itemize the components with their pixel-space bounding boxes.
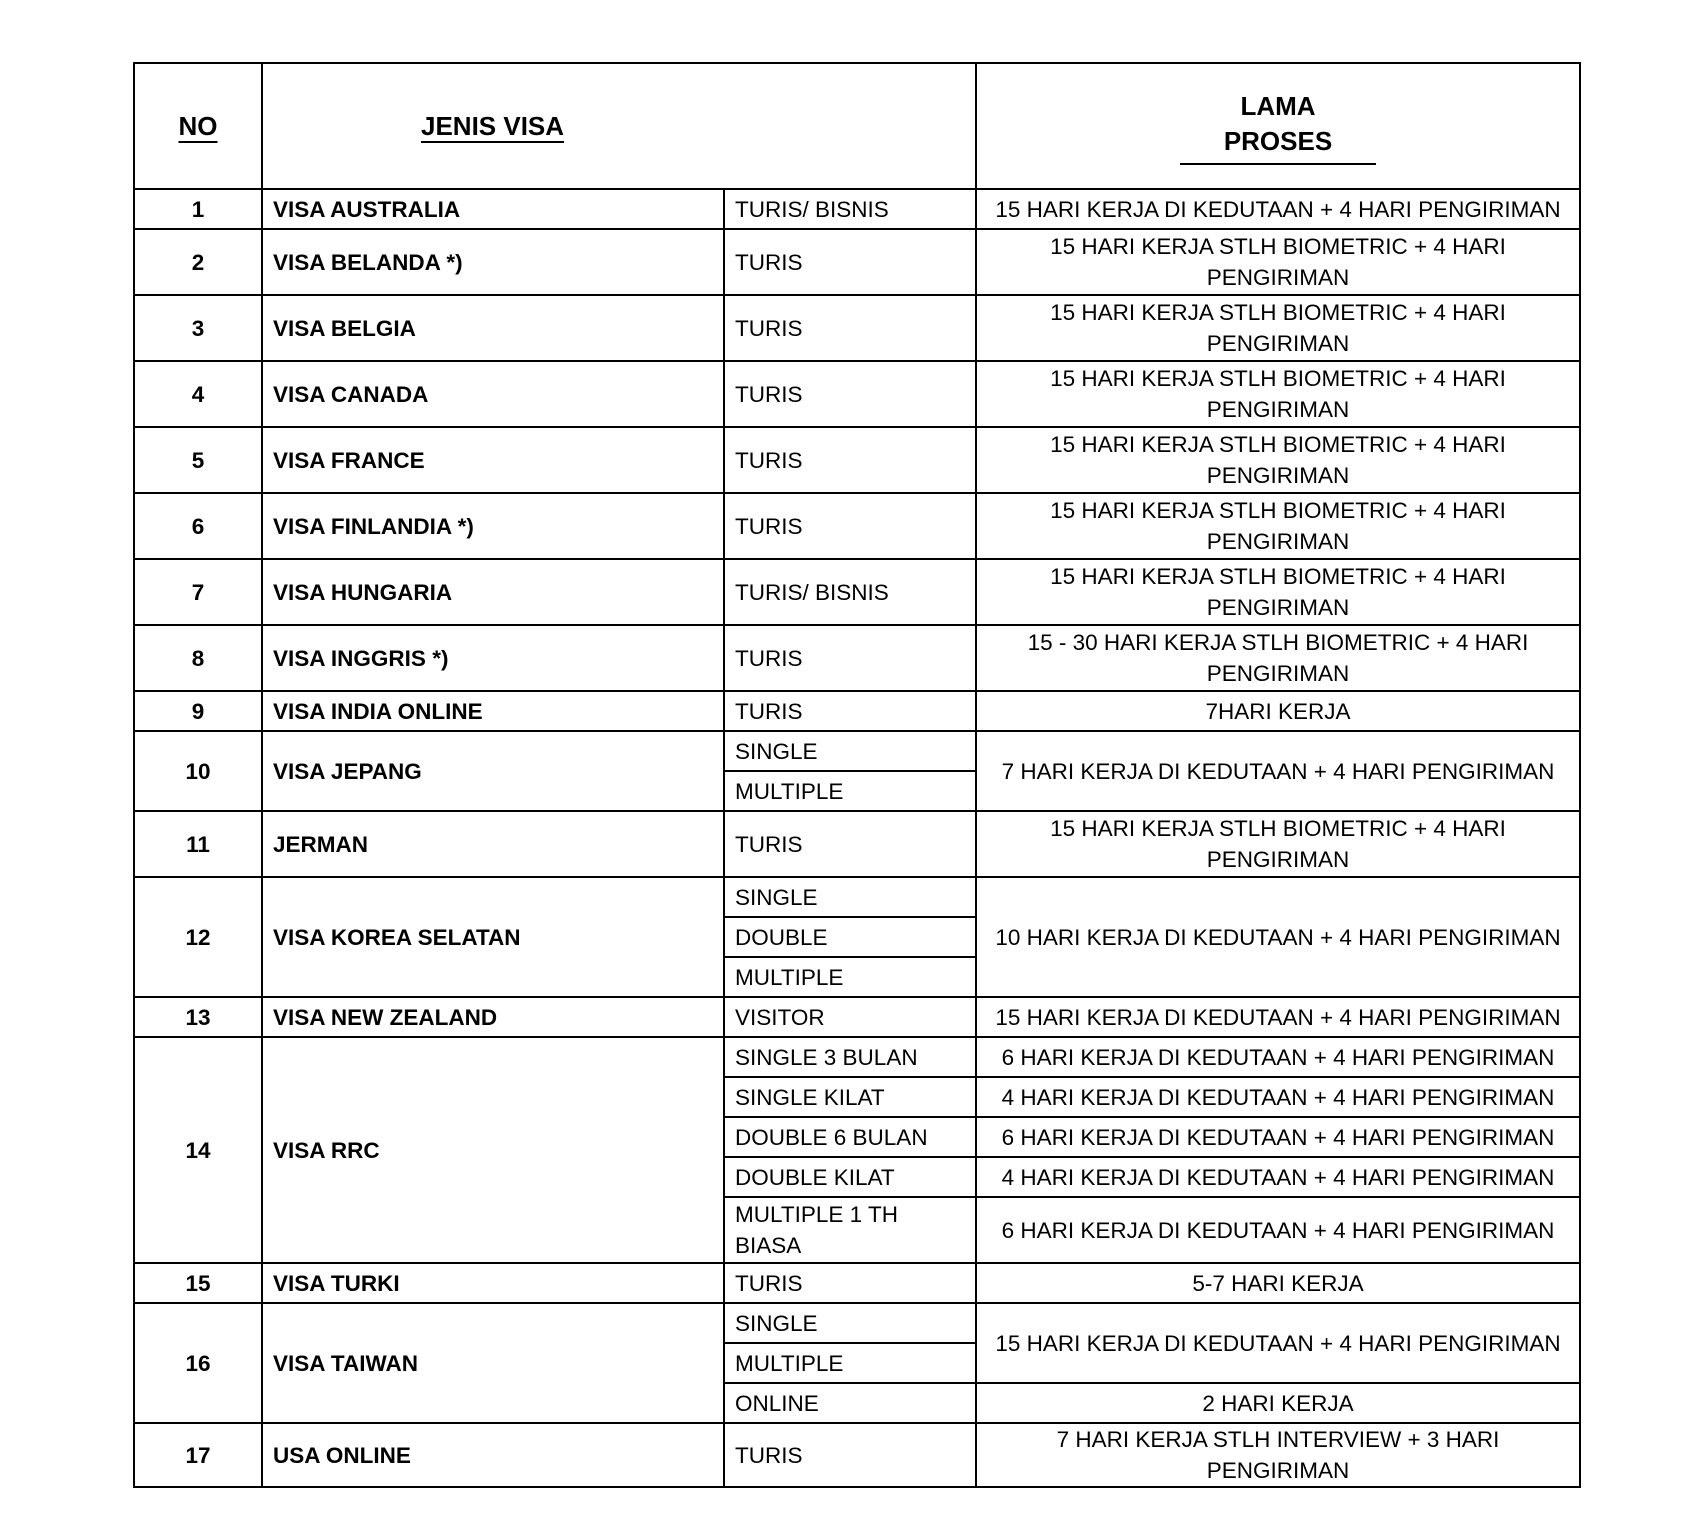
row-duration: 7 HARI KERJA DI KEDUTAAN + 4 HARI PENGIRIMAN [976,731,1580,811]
table-row [134,1423,1580,1487]
row-duration: 15 HARI KERJA DI KEDUTAAN + 4 HARI PENGIRIMAN [976,997,1580,1037]
row-visa-name: VISA INDIA ONLINE [262,691,724,731]
row-no: 8 [134,625,262,691]
row-visa-name: VISA BELANDA *) [262,229,724,295]
row-duration: 7 HARI KERJA STLH INTERVIEW + 3 HARI PENGIRIMAN [976,1423,1580,1487]
row-duration: 15 HARI KERJA STLH BIOMETRIC + 4 HARI PENGIRIMAN [976,559,1580,625]
row-no: 3 [134,295,262,361]
row-visa-type: VISITOR [724,997,976,1037]
row-visa-name: VISA TAIWAN [262,1303,724,1423]
table-row [134,1303,1580,1343]
row-visa-type: MULTIPLE 1 TH BIASA [724,1197,976,1263]
table-row [134,493,1580,559]
table-row [134,295,1580,361]
row-visa-name: VISA NEW ZEALAND [262,997,724,1037]
row-visa-type: TURIS [724,625,976,691]
row-visa-name: VISA BELGIA [262,295,724,361]
header-no: NO [134,63,262,189]
row-duration: 5-7 HARI KERJA [976,1263,1580,1303]
row-visa-type: DOUBLE KILAT [724,1157,976,1197]
row-visa-type: SINGLE [724,731,976,771]
row-visa-name: VISA TURKI [262,1263,724,1303]
row-visa-type: TURIS [724,427,976,493]
row-duration: 15 HARI KERJA STLH BIOMETRIC + 4 HARI PENGIRIMAN [976,427,1580,493]
row-duration: 2 HARI KERJA [976,1383,1580,1423]
row-visa-type: SINGLE [724,877,976,917]
table-row [134,811,1580,877]
row-visa-type: TURIS [724,295,976,361]
row-visa-name: VISA HUNGARIA [262,559,724,625]
row-visa-type: TURIS/ BISNIS [724,189,976,229]
table-row [134,229,1580,295]
row-visa-type: SINGLE 3 BULAN [724,1037,976,1077]
row-visa-type: ONLINE [724,1383,976,1423]
row-duration: 15 HARI KERJA STLH BIOMETRIC + 4 HARI PENGIRIMAN [976,229,1580,295]
row-visa-name: VISA KOREA SELATAN [262,877,724,997]
row-no: 5 [134,427,262,493]
row-visa-name: VISA RRC [262,1037,724,1263]
row-no: 13 [134,997,262,1037]
table-row [134,361,1580,427]
row-visa-name: JERMAN [262,811,724,877]
row-visa-type: TURIS [724,811,976,877]
row-no: 16 [134,1303,262,1423]
header-lama-line2: PROSES [1180,125,1376,165]
table-row [134,691,1580,731]
row-duration: 15 HARI KERJA STLH BIOMETRIC + 4 HARI PENGIRIMAN [976,361,1580,427]
row-duration: 6 HARI KERJA DI KEDUTAAN + 4 HARI PENGIRIMAN [976,1117,1580,1157]
row-duration: 15 - 30 HARI KERJA STLH BIOMETRIC + 4 HARI PENGIRIMAN [976,625,1580,691]
table-row [134,189,1580,229]
row-duration: 4 HARI KERJA DI KEDUTAAN + 4 HARI PENGIRIMAN [976,1157,1580,1197]
row-duration: 15 HARI KERJA DI KEDUTAAN + 4 HARI PENGIRIMAN [976,1303,1580,1383]
row-duration: 15 HARI KERJA DI KEDUTAAN + 4 HARI PENGIRIMAN [976,189,1580,229]
header-jenis-visa: JENIS VISA [262,63,976,189]
table-row [134,1037,1580,1077]
row-no: 15 [134,1263,262,1303]
row-no: 6 [134,493,262,559]
row-no: 12 [134,877,262,997]
row-no: 11 [134,811,262,877]
row-duration: 10 HARI KERJA DI KEDUTAAN + 4 HARI PENGIRIMAN [976,877,1580,997]
row-visa-type: DOUBLE [724,917,976,957]
row-visa-name: VISA INGGRIS *) [262,625,724,691]
row-visa-type: TURIS [724,493,976,559]
row-visa-type: TURIS [724,361,976,427]
table-row [134,1263,1580,1303]
row-duration: 7HARI KERJA [976,691,1580,731]
row-visa-type: SINGLE KILAT [724,1077,976,1117]
row-visa-type: MULTIPLE [724,1343,976,1383]
header-lama-proses [976,63,1580,189]
row-visa-name: VISA AUSTRALIA [262,189,724,229]
row-visa-type: TURIS [724,691,976,731]
row-duration: 6 HARI KERJA DI KEDUTAAN + 4 HARI PENGIRIMAN [976,1197,1580,1263]
table-row [134,877,1580,917]
row-visa-type: MULTIPLE [724,771,976,811]
row-no: 1 [134,189,262,229]
row-duration: 15 HARI KERJA STLH BIOMETRIC + 4 HARI PENGIRIMAN [976,493,1580,559]
row-visa-name: USA ONLINE [262,1423,724,1487]
row-no: 17 [134,1423,262,1487]
row-duration: 15 HARI KERJA STLH BIOMETRIC + 4 HARI PENGIRIMAN [976,295,1580,361]
table-row [134,997,1580,1037]
table-row [134,625,1580,691]
row-duration: 15 HARI KERJA STLH BIOMETRIC + 4 HARI PENGIRIMAN [976,811,1580,877]
row-visa-name: VISA CANADA [262,361,724,427]
row-visa-name: VISA FINLANDIA *) [262,493,724,559]
row-no: 10 [134,731,262,811]
visa-processing-table [133,62,1581,1488]
row-duration: 4 HARI KERJA DI KEDUTAAN + 4 HARI PENGIRIMAN [976,1077,1580,1117]
row-duration: 6 HARI KERJA DI KEDUTAAN + 4 HARI PENGIRIMAN [976,1037,1580,1077]
header-row [134,63,1580,189]
row-visa-type: MULTIPLE [724,957,976,997]
row-no: 7 [134,559,262,625]
row-no: 9 [134,691,262,731]
row-visa-type: SINGLE [724,1303,976,1343]
header-lama-line1: LAMA [1240,91,1316,121]
row-no: 2 [134,229,262,295]
table-row [134,559,1580,625]
table-row [134,427,1580,493]
row-visa-type: DOUBLE 6 BULAN [724,1117,976,1157]
row-no: 14 [134,1037,262,1263]
row-visa-type: TURIS [724,1263,976,1303]
row-visa-type: TURIS [724,1423,976,1487]
row-no: 4 [134,361,262,427]
row-visa-name: VISA JEPANG [262,731,724,811]
row-visa-type: TURIS/ BISNIS [724,559,976,625]
table-row [134,731,1580,771]
row-visa-name: VISA FRANCE [262,427,724,493]
row-visa-type: TURIS [724,229,976,295]
